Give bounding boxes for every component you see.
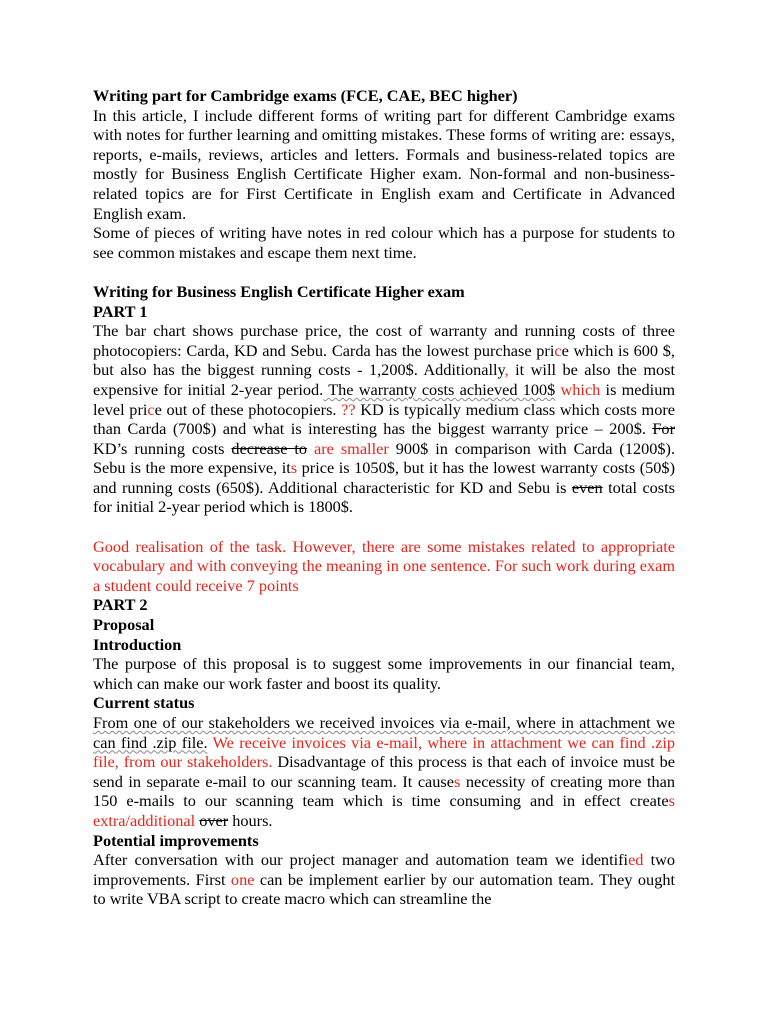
improvements-text: can be implement earlier by our automation team. They ought to write VBA script to create macro which can streamline the	[93, 869, 675, 909]
current-status-text: necessity of creating more than 150 e-mails to our scanning team which is time consuming and in effect create	[93, 771, 675, 811]
spacer	[93, 517, 675, 537]
struck-text: For	[652, 419, 675, 439]
introduction-paragraph: The purpose of this proposal is to suggest some improvements in our financial team, which can make our work faster and boost its quality.	[93, 654, 675, 693]
grammar-underlined-text: The warranty costs achieved 100$	[323, 379, 556, 399]
proposal-heading: Proposal	[93, 615, 155, 635]
spacer	[93, 262, 675, 282]
part1-text: 900$ in comparison with Carda (1200$). Sebu is the more expensive, it	[93, 438, 676, 478]
current-status-text: hours.	[228, 810, 273, 830]
current-status-text: Disadvantage of this process is that each of invoice must be send in separate e-mail to our scanning team. It cause	[93, 752, 676, 791]
potential-improvements-paragraph	[93, 850, 675, 909]
part1-text: KD is typically medium class which costs more than Carda (700$) and what is interesting has the biggest warranty price – 200$.	[93, 399, 676, 439]
intro-paragraph-1: In this article, I include different forms of writing part for different Cambridge exams with notes for further learning and omitting mistakes. These forms of writing are: essays, reports, e-mails, reviews, articles and letters. Formals and business-related topics are mostly for Business English Certificate Higher exam. Non-formal and non-business-related topics are for First Certificate in English exam and Certificate in Advanced English exam.	[93, 105, 675, 223]
part1-answer-paragraph	[93, 321, 675, 517]
correction-mark: one	[230, 869, 255, 889]
struck-text: over	[199, 810, 229, 830]
part1-heading: PART 1	[93, 301, 148, 321]
improvements-text: two improvements. First	[93, 850, 675, 889]
intro-paragraph-2: Some of pieces of writing have notes in red colour which has a purpose for students to see common mistakes and escape them next time.	[93, 223, 675, 262]
document-title: Writing part for Cambridge exams (FCE, CAE, BEC higher)	[93, 86, 518, 105]
correction-mark: s	[453, 771, 461, 791]
introduction-heading: Introduction	[93, 634, 182, 654]
correction-text: s extra/additional	[93, 791, 675, 830]
correction-text: We receive invoices via e-mail, where in attachment we can find .zip file, from our stakeholders.	[93, 732, 675, 772]
correction-mark: which	[555, 379, 601, 399]
part1-text: e out of these photocopiers.	[154, 399, 342, 419]
part1-text: total costs for initial 2-year period which is 1800$.	[93, 477, 676, 517]
part1-text: KD’s running costs	[93, 438, 232, 458]
correction-mark: ??	[341, 399, 356, 419]
correction-mark: are smaller	[307, 438, 389, 458]
struck-text: decrease to	[231, 438, 308, 458]
part1-text: e which is 600 $, but also has the biggest running costs - 1,200$. Additionally	[93, 340, 675, 380]
correction-mark: c	[147, 399, 155, 419]
grammar-underlined-text: From one of our stakeholders we received invoices via e-mail, where in attachment we can find .zip file.	[93, 713, 675, 752]
potential-improvements-heading: Potential improvements	[93, 830, 259, 850]
part2-heading: PART 2	[93, 595, 148, 615]
improvements-text: After conversation with our project manager and automation team we identifi	[93, 850, 629, 870]
part1-text: is medium level pri	[93, 379, 675, 419]
current-status-heading: Current status	[93, 693, 195, 713]
current-status-paragraph	[93, 713, 675, 831]
part1-text: price is 1050$, but it has the lowest warranty costs (50$) and running costs (650$). Additional characteristic for KD and Sebu is	[93, 458, 675, 497]
part1-feedback: Good realisation of the task. However, there are some mistakes related to appropriate vocabulary and with conveying the meaning in one sentence. For such work during exam a student could receive 7 points	[93, 536, 675, 595]
correction-mark: ed	[628, 850, 644, 870]
correction-mark: ,	[504, 360, 509, 380]
struck-text: even	[571, 477, 603, 497]
correction-mark: s	[290, 458, 298, 478]
part1-text: it will be also the most expensive for initial 2-year period.	[93, 360, 675, 399]
correction-mark: c	[554, 340, 562, 360]
part1-text: The bar chart shows purchase price, the cost of warranty and running costs of three photocopiers: Carda, KD and Sebu. Carda has the lowest purchase pri	[93, 321, 675, 360]
section-title: Writing for Business English Certificate Higher exam	[93, 281, 465, 301]
